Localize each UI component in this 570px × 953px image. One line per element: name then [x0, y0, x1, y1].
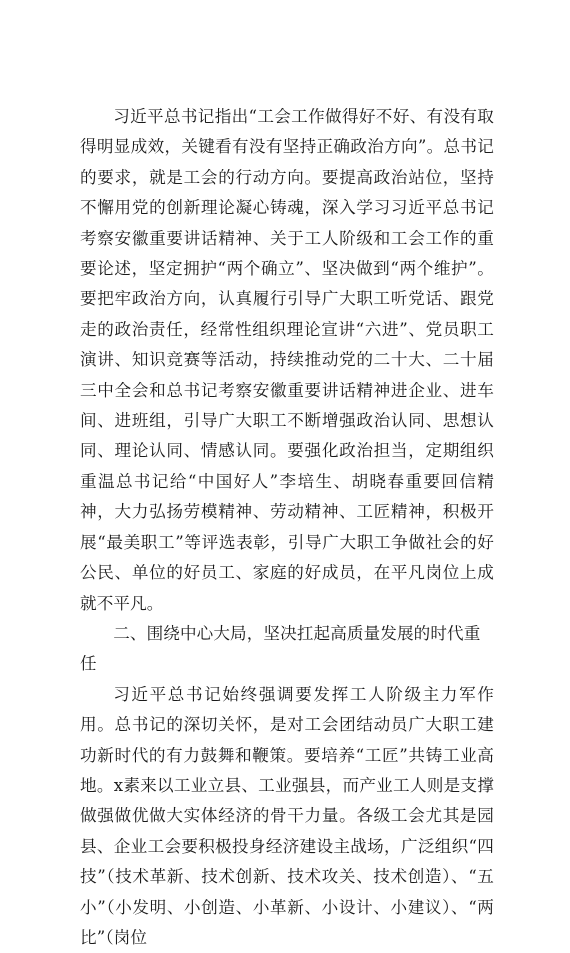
paragraph-working-class: 习近平总书记始终强调要发挥工人阶级主力军作用。总书记的深切关怀，是对工会团结动员广大职工建功新时代的有力鼓舞和鞭策。要培养“工匠”共铸工业高地。x素来以工业立县、工业强县，而产业工人则是支撑做强做优做大实体经济的骨干力量。各级工会尤其是园县、企业工会要积极投身经济建设主战场，广泛组织“四技”（技术革新、技术创新、技术攻关、技术创造）、“五小”（小发明、小创造、小革新、小设计、小建议）、“两比”（岗位: [80, 684, 494, 947]
paragraph-political-direction: 习近平总书记指出“工会工作做得好不好、有没有取得明显成效，关键看有没有坚持正确政治方向”。总书记的要求，就是工会的行动方向。要提高政治站位，坚持不懈用党的创新理论凝心铸魂，深入学习习近平总书记考察安徽重要讲话精神、关于工人阶级和工会工作的重要论述，坚定拥护“两个确立”、坚决做到“两个维护”。要把牢政治方向，认真履行引导广大职工听党话、跟党走的政治责任，经常性组织理论宣讲“六进”、党员职工演讲、知识竞赛等活动，持续推动党的二十大、二十届三中全会和总书记考察安徽重要讲话精神进企业、进车间、进班组，引导广大职工不断增强政治认同、思想认同、理论认同、情感认同。要强化政治担当，定期组织重温总书记给“中国好人”李培生、胡晓春重要回信精神，大力弘扬劳模精神、劳动精神、工匠精神，积极开展“最美职工”等评选表彰，引导广大职工争做社会的好公民、单位的好员工、家庭的好成员，在平凡岗位上成就不平凡。: [80, 107, 494, 613]
section-heading-2: 二、围绕中心大局，坚决扛起高质量发展的时代重任: [80, 623, 481, 674]
document-body: [80, 102, 494, 953]
